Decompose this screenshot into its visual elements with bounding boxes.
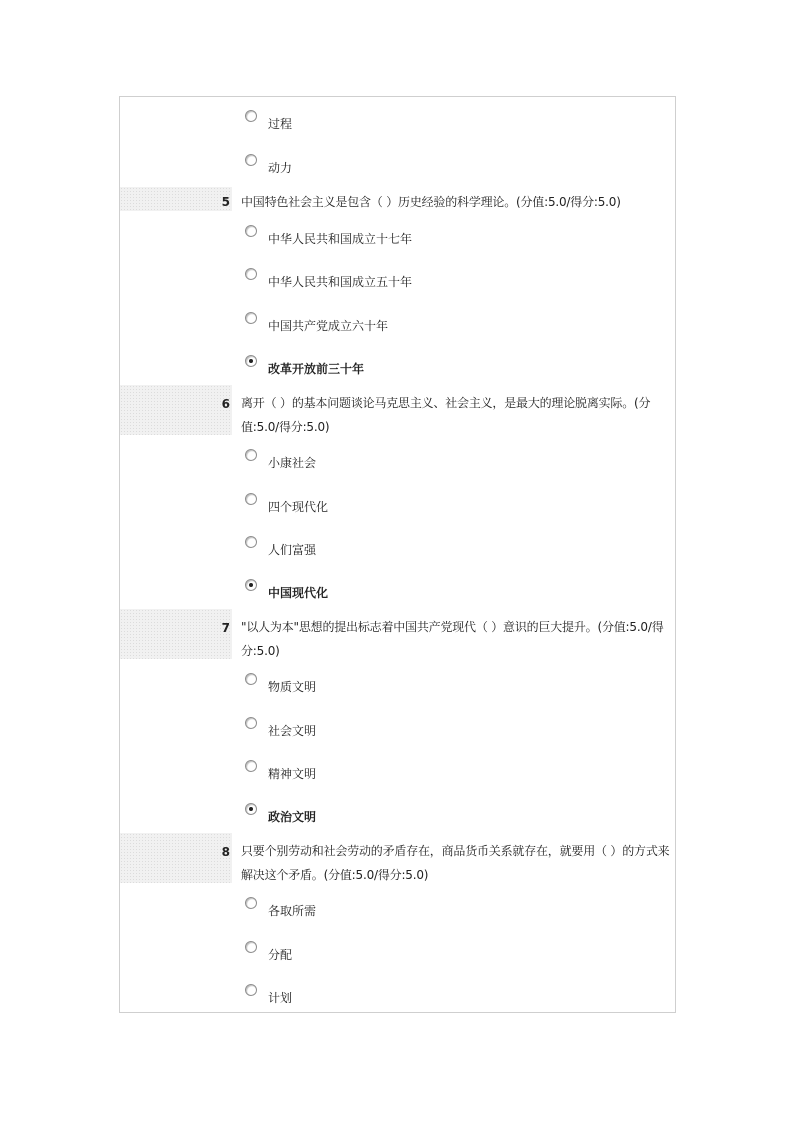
radio-button[interactable] [245,984,257,996]
radio-button[interactable] [245,110,257,122]
option-label-selected: 中国现代化 [268,586,329,600]
option-label: 中华人民共和国成立五十年 [268,275,413,289]
question-text: 离开（ ）的基本问题谈论马克思主义、社会主义，是最大的理论脱离实际。(分值:5.0/得分:5.0) [241,396,651,434]
option-label: 分配 [268,948,293,962]
radio-button[interactable] [245,717,257,729]
option-label: 过程 [268,117,293,131]
question-number: 6 [221,397,230,411]
option-label-selected: 改革开放前三十年 [268,362,365,376]
option-label: 社会文明 [268,724,317,738]
option-label: 动力 [268,161,293,175]
radio-button[interactable] [245,673,257,685]
radio-button[interactable] [245,536,257,548]
question-text: 只要个别劳动和社会劳动的矛盾存在，商品货币关系就存在，就要用（ ）的方式来解决这个矛盾。(分值:5.0/得分:5.0) [241,844,670,882]
option-label: 精神文明 [268,767,317,781]
radio-button[interactable] [245,268,257,280]
option-label: 计划 [268,991,293,1005]
option-label: 物质文明 [268,680,317,694]
question-number: 7 [221,621,230,635]
radio-button-selected[interactable] [245,803,257,815]
option-label: 中国共产党成立六十年 [268,319,389,333]
option-label: 各取所需 [268,904,317,918]
option-label: 人们富强 [268,543,317,557]
radio-button[interactable] [245,225,257,237]
radio-button[interactable] [245,897,257,909]
question-number: 8 [221,845,230,859]
radio-button[interactable] [245,154,257,166]
option-label-selected: 政治文明 [268,810,317,824]
radio-button-selected[interactable] [245,355,257,367]
question-text: 中国特色社会主义是包含（ ）历史经验的科学理论。(分值:5.0/得分:5.0) [241,195,621,209]
question-text: "以人为本"思想的提出标志着中国共产党现代（ ）意识的巨大提升。(分值:5.0/得分:5.0) [241,620,664,658]
option-label: 中华人民共和国成立十七年 [268,232,413,246]
radio-button[interactable] [245,493,257,505]
quiz-frame [119,96,676,1013]
question-number: 5 [221,195,230,209]
radio-button-selected[interactable] [245,579,257,591]
option-label: 小康社会 [268,456,317,470]
radio-button[interactable] [245,312,257,324]
radio-button[interactable] [245,760,257,772]
radio-button[interactable] [245,449,257,461]
radio-button[interactable] [245,941,257,953]
option-label: 四个现代化 [268,500,329,514]
